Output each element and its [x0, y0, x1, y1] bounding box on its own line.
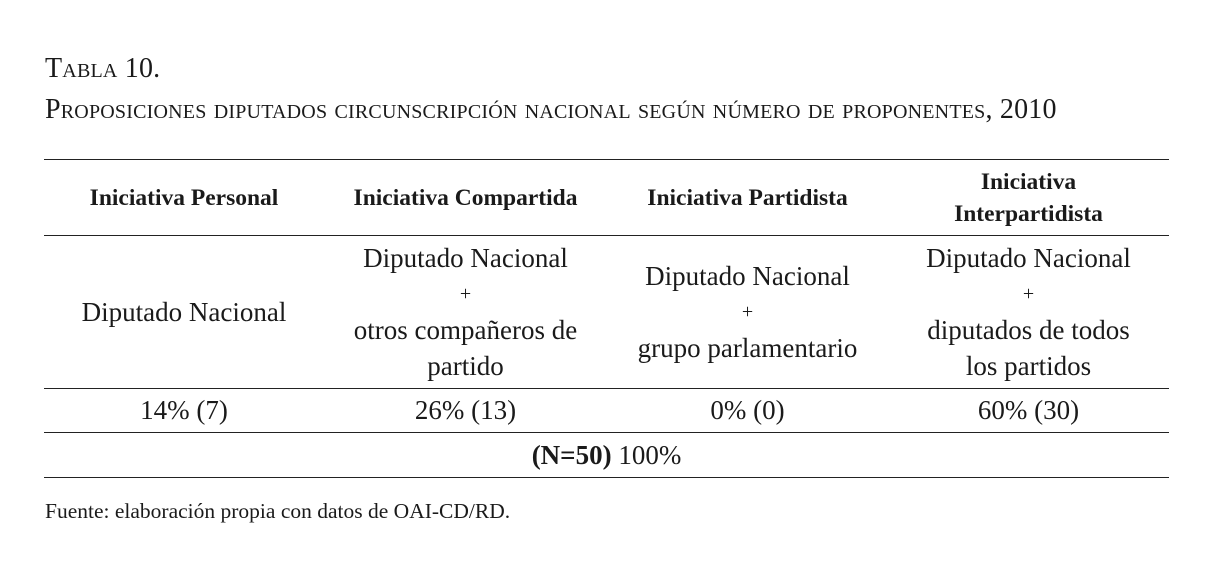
- source-note: Fuente: elaboración propia con datos de OAI-CD/RD.: [45, 499, 511, 523]
- desc-line-1: Diputado Nacional: [81, 297, 287, 327]
- total-n-label: (N=50): [531, 440, 612, 470]
- plus-sign: +: [1022, 283, 1035, 305]
- proposals-table: [44, 159, 1169, 478]
- description-row: [44, 236, 1169, 389]
- desc-interpartidista: [888, 236, 1169, 389]
- desc-partidista: [607, 236, 888, 389]
- desc-line-1: Diputado Nacional: [645, 261, 850, 291]
- table-subtitle: Proposiciones diputados circunscripción nacional según número de proponentes, 2010: [45, 94, 1057, 125]
- total-row: [44, 433, 1169, 478]
- desc-personal: [44, 236, 324, 389]
- pct-interpartidista: 60% (30): [888, 389, 1169, 433]
- desc-line-2: grupo parlamentario: [637, 333, 858, 363]
- pct-compartida: 26% (13): [324, 389, 607, 433]
- header-compartida: Iniciativa Compartida: [324, 160, 607, 236]
- header-partidista: Iniciativa Partidista: [607, 160, 888, 236]
- desc-compartida: [324, 236, 607, 389]
- total-value: 100%: [618, 440, 682, 470]
- header-row: [44, 160, 1169, 236]
- header-interpartidista: Iniciativa Interpartidista: [888, 160, 1169, 236]
- pct-partidista: 0% (0): [607, 389, 888, 433]
- desc-line-1: Diputado Nacional: [926, 243, 1131, 273]
- desc-line-2: otros compañeros de partido: [353, 315, 578, 381]
- desc-line-2: diputados de todos los partidos: [927, 315, 1130, 381]
- pct-personal: 14% (7): [44, 389, 324, 433]
- header-personal: Iniciativa Personal: [44, 160, 324, 236]
- total-cell: [44, 433, 1169, 478]
- plus-sign: +: [741, 301, 754, 323]
- desc-line-1: Diputado Nacional: [363, 243, 568, 273]
- percentage-row: [44, 389, 1169, 433]
- table-label: Tabla 10.: [45, 53, 161, 84]
- plus-sign: +: [459, 283, 472, 305]
- table-caption: [45, 48, 1057, 130]
